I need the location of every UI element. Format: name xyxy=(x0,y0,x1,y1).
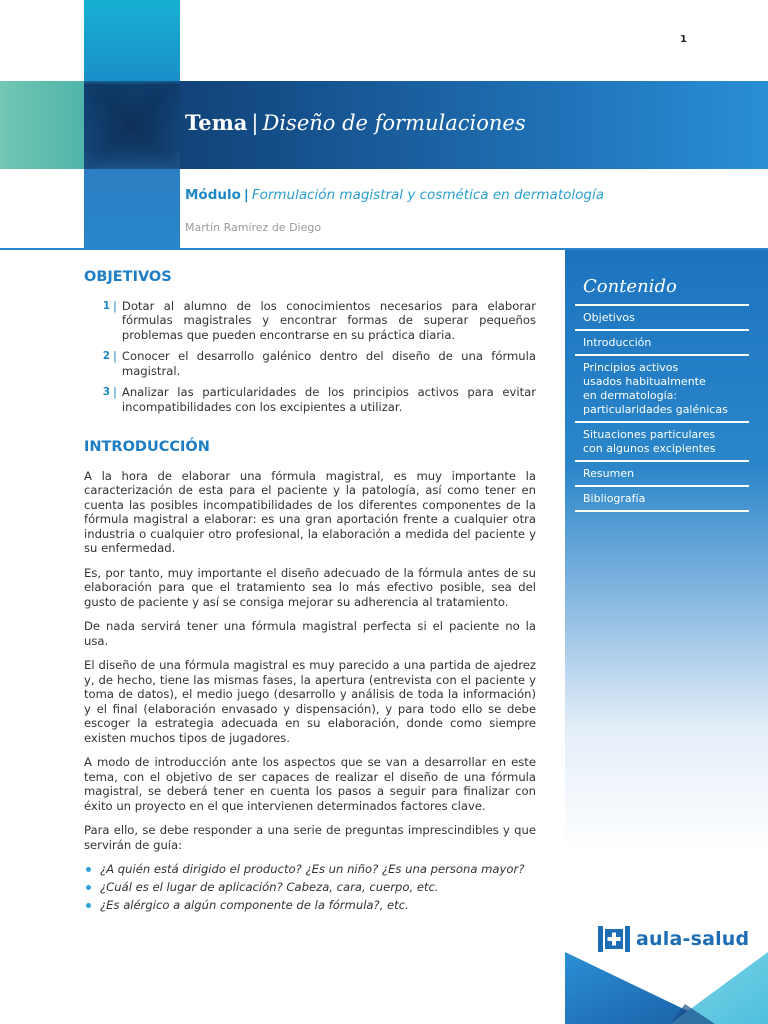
question-text: ¿A quién está dirigido el producto? ¿Es un niño? ¿Es una persona mayor? xyxy=(100,862,525,876)
guide-questions-list xyxy=(84,862,536,913)
objective-number: 3 xyxy=(102,386,110,398)
header-teal-accent xyxy=(0,81,95,169)
modulo-separator: | xyxy=(243,187,249,203)
sidebar-title: Contenido xyxy=(583,276,677,297)
body-paragraph: Es, por tanto, muy importante el diseño adecuado de la fórmula antes de su elaboración para que el tratamiento sea lo más efectivo posible, sea del gusto de paciente y así se consiga mejorar su adherencia al tratamiento. xyxy=(84,565,536,609)
body-paragraph: A modo de introducción ante los aspectos que se van a desarrollar en este tema, con el objetivo de ser capaces de realizar el diseño de una fórmula magistral, se deberá tener en cuenta los pasos a seguir para finalizar con éxito un proyecto en el que intervienen determinados factores clave. xyxy=(84,755,536,813)
list-item xyxy=(84,862,536,877)
objective-separator: | xyxy=(113,385,117,399)
body-paragraph: Para ello, se debe responder a una serie de preguntas imprescindibles y que servirán de guía: xyxy=(84,823,536,852)
bottom-corner-decoration xyxy=(565,952,768,1024)
toc-item[interactable]: Resumen xyxy=(575,462,749,487)
title-separator: | xyxy=(251,111,259,135)
question-text: ¿Cuál es el lugar de aplicación? Cabeza, cara, cuerpo, etc. xyxy=(100,880,439,894)
body-paragraph: A la hora de elaborar una fórmula magistral, es muy importante la caracterización de esta para el paciente y la patología, así como tener en cuenta las posibles incompatibilidades de los diferentes componentes de la fórmula magistral a elaborar: es una gran aportación frente a cualquier otra industria o cualquier otro profesional, la elaboración a medida del paciente y su enfermedad. xyxy=(84,468,536,555)
page-number: 1 xyxy=(680,34,687,45)
objective-item xyxy=(84,385,536,414)
objective-separator: | xyxy=(113,349,117,363)
module-line xyxy=(185,187,604,203)
logo-text: aula-salud xyxy=(636,928,750,950)
aula-salud-logo xyxy=(598,926,749,952)
bullet-icon xyxy=(86,885,91,890)
toc-item[interactable]: Situaciones particulares con algunos excipientes xyxy=(575,423,749,462)
body-paragraph: El diseño de una fórmula magistral es muy parecido a una partida de ajedrez y, de hecho, tiene las mismas fases, la apertura (entrevista con el paciente y toma de datos), el medio juego (desarrollo y análisis de toda la información) y el final (elaboración envasado y dispensación), y para todo ello se debe escoger la estrategia adecuada en su elaboración, donde como siempre existen muchos tipos de jugadores. xyxy=(84,658,536,745)
objective-separator: | xyxy=(113,298,117,313)
list-item xyxy=(84,898,536,913)
table-of-contents xyxy=(575,304,749,512)
aula-salud-logo-icon xyxy=(598,926,630,952)
tema-name: Diseño de formulaciones xyxy=(262,111,526,135)
bullet-icon xyxy=(86,903,91,908)
introduccion-body xyxy=(84,469,536,853)
toc-item[interactable]: Principios activos usados habitualmente en dermatología: particularidades galénicas xyxy=(575,356,749,423)
cross-diagonal-shade-2 xyxy=(84,81,180,169)
bullet-icon xyxy=(86,867,91,872)
objetivos-heading: OBJETIVOS xyxy=(84,269,172,285)
contents-sidebar xyxy=(565,250,768,1024)
objective-number: 2 xyxy=(102,350,110,362)
toc-item[interactable]: Objetivos xyxy=(575,306,749,331)
objective-text: Dotar al alumno de los conocimientos necesarios para elaborar fórmulas magistrales y encontrar formas de superar pequeños problemas que pueden encontrarse en su práctica diaria. xyxy=(121,298,536,342)
objective-item xyxy=(84,349,536,378)
objective-text: Conocer el desarrollo galénico dentro del diseño de una fórmula magistral. xyxy=(121,349,536,378)
introduccion-heading: INTRODUCCIÓN xyxy=(84,439,210,455)
tema-label: Tema xyxy=(185,110,248,135)
modulo-label: Módulo xyxy=(185,187,241,203)
toc-item[interactable]: Introducción xyxy=(575,331,749,356)
toc-item[interactable]: Bibliografía xyxy=(575,487,749,512)
list-item xyxy=(84,880,536,895)
modulo-name: Formulación magistral y cosmética en dermatología xyxy=(251,187,604,203)
body-paragraph: De nada servirá tener una fórmula magistral perfecta si el paciente no la usa. xyxy=(84,619,536,648)
author-name: Martín Ramírez de Diego xyxy=(185,221,322,234)
page-title xyxy=(185,110,526,135)
main-content xyxy=(84,270,536,916)
objectives-list xyxy=(84,299,536,415)
objective-item xyxy=(84,299,536,343)
objective-text: Analizar las particularidades de los principios activos para evitar incompatibilidades con los excipientes a utilizar. xyxy=(121,385,536,414)
question-text: ¿Es alérgico a algún componente de la fórmula?, etc. xyxy=(100,898,409,912)
objective-number: 1 xyxy=(102,299,110,312)
